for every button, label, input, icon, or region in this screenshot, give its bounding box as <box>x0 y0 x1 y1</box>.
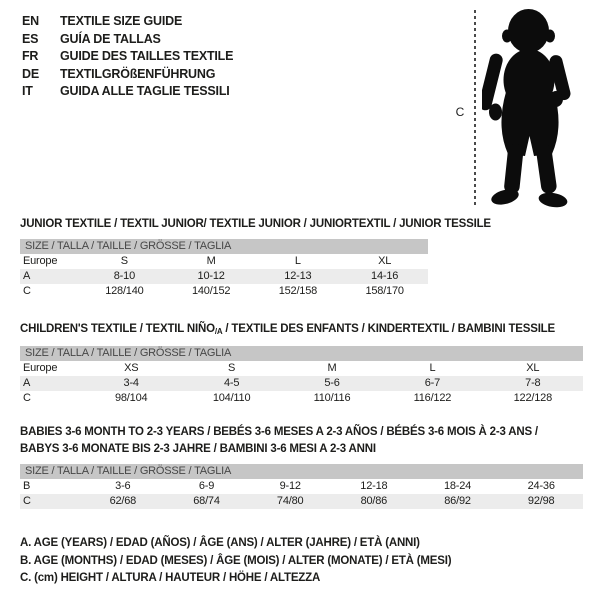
junior-section-title <box>20 218 491 230</box>
row-label: C <box>23 285 31 297</box>
table-cell: 6-9 <box>198 480 215 492</box>
legend-notes <box>20 535 451 588</box>
table-cell: 122/128 <box>513 392 553 404</box>
table-row <box>20 479 583 494</box>
junior-size-table <box>20 239 428 299</box>
language-title-list <box>22 13 233 101</box>
language-row <box>22 31 233 49</box>
table-cell: 140/152 <box>191 285 231 297</box>
table-cell: L <box>429 362 436 374</box>
table-cell: L <box>294 255 301 267</box>
size-header-band: SIZE / TALLA / TAILLE / GRÖSSE / TAGLIA <box>20 464 583 479</box>
table-row <box>20 284 428 299</box>
babies-table-rows <box>20 479 583 509</box>
language-title: TEXTILGRÖßENFÜHRUNG <box>60 66 216 81</box>
table-cell: 7-8 <box>525 377 541 389</box>
children-section-title <box>20 323 555 335</box>
language-code: IT <box>22 84 33 98</box>
height-dashed-line <box>474 10 476 208</box>
note-age-years: A. AGE (YEARS) / EDAD (AÑOS) / ÂGE (ANS) / ALTER (JAHRE) / ETÀ (ANNI) <box>20 537 420 549</box>
row-label: B <box>23 480 31 492</box>
children-title-sub: /A <box>214 327 223 336</box>
table-cell: 24-36 <box>527 480 555 492</box>
table-cell: 74/80 <box>276 495 304 507</box>
table-cell: 110/116 <box>313 392 351 404</box>
junior-table-rows <box>20 254 428 299</box>
babies-size-table <box>20 464 583 509</box>
table-cell: 12-18 <box>360 480 388 492</box>
table-cell: 4-5 <box>223 377 240 389</box>
table-cell: 68/74 <box>193 495 220 507</box>
table-cell: M <box>206 255 216 267</box>
table-cell: 10-12 <box>197 270 225 282</box>
table-cell: 18-24 <box>443 480 472 492</box>
table-cell: 92/98 <box>527 495 555 507</box>
table-row <box>20 361 583 376</box>
language-title: GUIDE DES TAILLES TEXTILE <box>60 49 234 63</box>
children-title-post: / TEXTILE DES ENFANTS / KINDERTEXTIL / BAMBINI TESSILE <box>222 323 555 335</box>
table-cell: 3-6 <box>115 480 131 492</box>
babies-section-title-line1 <box>20 426 538 438</box>
table-cell: 152/158 <box>278 285 318 297</box>
table-row <box>20 254 428 269</box>
note-height-cm: C. (cm) HEIGHT / ALTURA / HAUTEUR / HÖHE / ALTEZZA <box>20 572 321 584</box>
table-cell: 62/68 <box>109 495 137 507</box>
table-cell: 12-13 <box>284 270 312 282</box>
table-cell: 8-10 <box>113 270 135 282</box>
table-cell: 158/170 <box>365 285 404 297</box>
language-title: GUIDA ALLE TAGLIE TESSILI <box>60 84 230 98</box>
table-cell: 9-12 <box>279 480 301 492</box>
height-measure-label: C <box>455 105 465 119</box>
junior-title-text: JUNIOR TEXTILE / TEXTIL JUNIOR/ TEXTILE JUNIOR / JUNIORTEXTIL / JUNIOR TESSILE <box>20 218 491 230</box>
language-row <box>22 13 233 31</box>
size-header-band: SIZE / TALLA / TAILLE / GRÖSSE / TAGLIA <box>20 239 428 254</box>
table-cell: 86/92 <box>444 495 471 507</box>
children-table-rows <box>20 361 583 406</box>
language-code: ES <box>22 31 39 46</box>
children-title-pre: CHILDREN'S TEXTILE / TEXTIL NIÑO <box>20 323 215 335</box>
table-cell: 104/110 <box>212 392 251 404</box>
babies-title-text-2: BABYS 3-6 MONATE BIS 2-3 JAHRE / BAMBINI 3-6 MESI A 2-3 ANNI <box>20 443 376 455</box>
language-row <box>22 83 233 101</box>
table-cell: 116/122 <box>413 392 452 404</box>
language-code: EN <box>22 14 39 28</box>
language-title: TEXTILE SIZE GUIDE <box>60 14 183 28</box>
table-cell: 5-6 <box>324 377 340 389</box>
size-header-band: SIZE / TALLA / TAILLE / GRÖSSE / TAGLIA <box>20 346 583 361</box>
table-cell: 6-7 <box>424 377 441 389</box>
table-cell: M <box>327 362 337 374</box>
table-cell: 3-4 <box>123 377 139 389</box>
language-title: GUÍA DE TALLAS <box>60 31 161 46</box>
language-code: FR <box>22 49 39 63</box>
row-label: A <box>23 377 31 389</box>
row-label: Europe <box>23 255 58 267</box>
toddler-silhouette-icon <box>482 6 594 211</box>
table-row <box>20 269 428 284</box>
table-row <box>20 376 583 391</box>
babies-section-title-line2 <box>20 443 376 455</box>
language-code: DE <box>22 66 39 81</box>
table-row <box>20 494 583 509</box>
table-cell: S <box>228 362 236 374</box>
language-row <box>22 66 233 84</box>
table-cell: XL <box>378 255 392 267</box>
table-cell: 128/140 <box>105 285 144 297</box>
row-label: A <box>23 270 31 282</box>
row-label: C <box>23 392 31 404</box>
table-cell: 80/86 <box>360 495 388 507</box>
row-label: C <box>23 495 31 507</box>
note-age-months: B. AGE (MONTHS) / EDAD (MESES) / ÂGE (MOIS) / ALTER (MONATE) / ETÀ (MESI) <box>20 554 452 567</box>
row-label: Europe <box>23 362 58 374</box>
table-cell: XS <box>124 362 139 374</box>
language-row <box>22 48 233 66</box>
table-row <box>20 391 583 406</box>
table-cell: S <box>120 255 128 267</box>
children-size-table <box>20 346 583 406</box>
table-cell: 14-16 <box>371 270 399 282</box>
table-cell: 98/104 <box>114 392 148 404</box>
table-cell: XL <box>526 362 540 374</box>
babies-title-text-1: BABIES 3-6 MONTH TO 2-3 YEARS / BEBÉS 3-6 MESES A 2-3 AÑOS / BÉBÉS 3-6 MOIS À 2-3 ANS / <box>20 426 538 438</box>
